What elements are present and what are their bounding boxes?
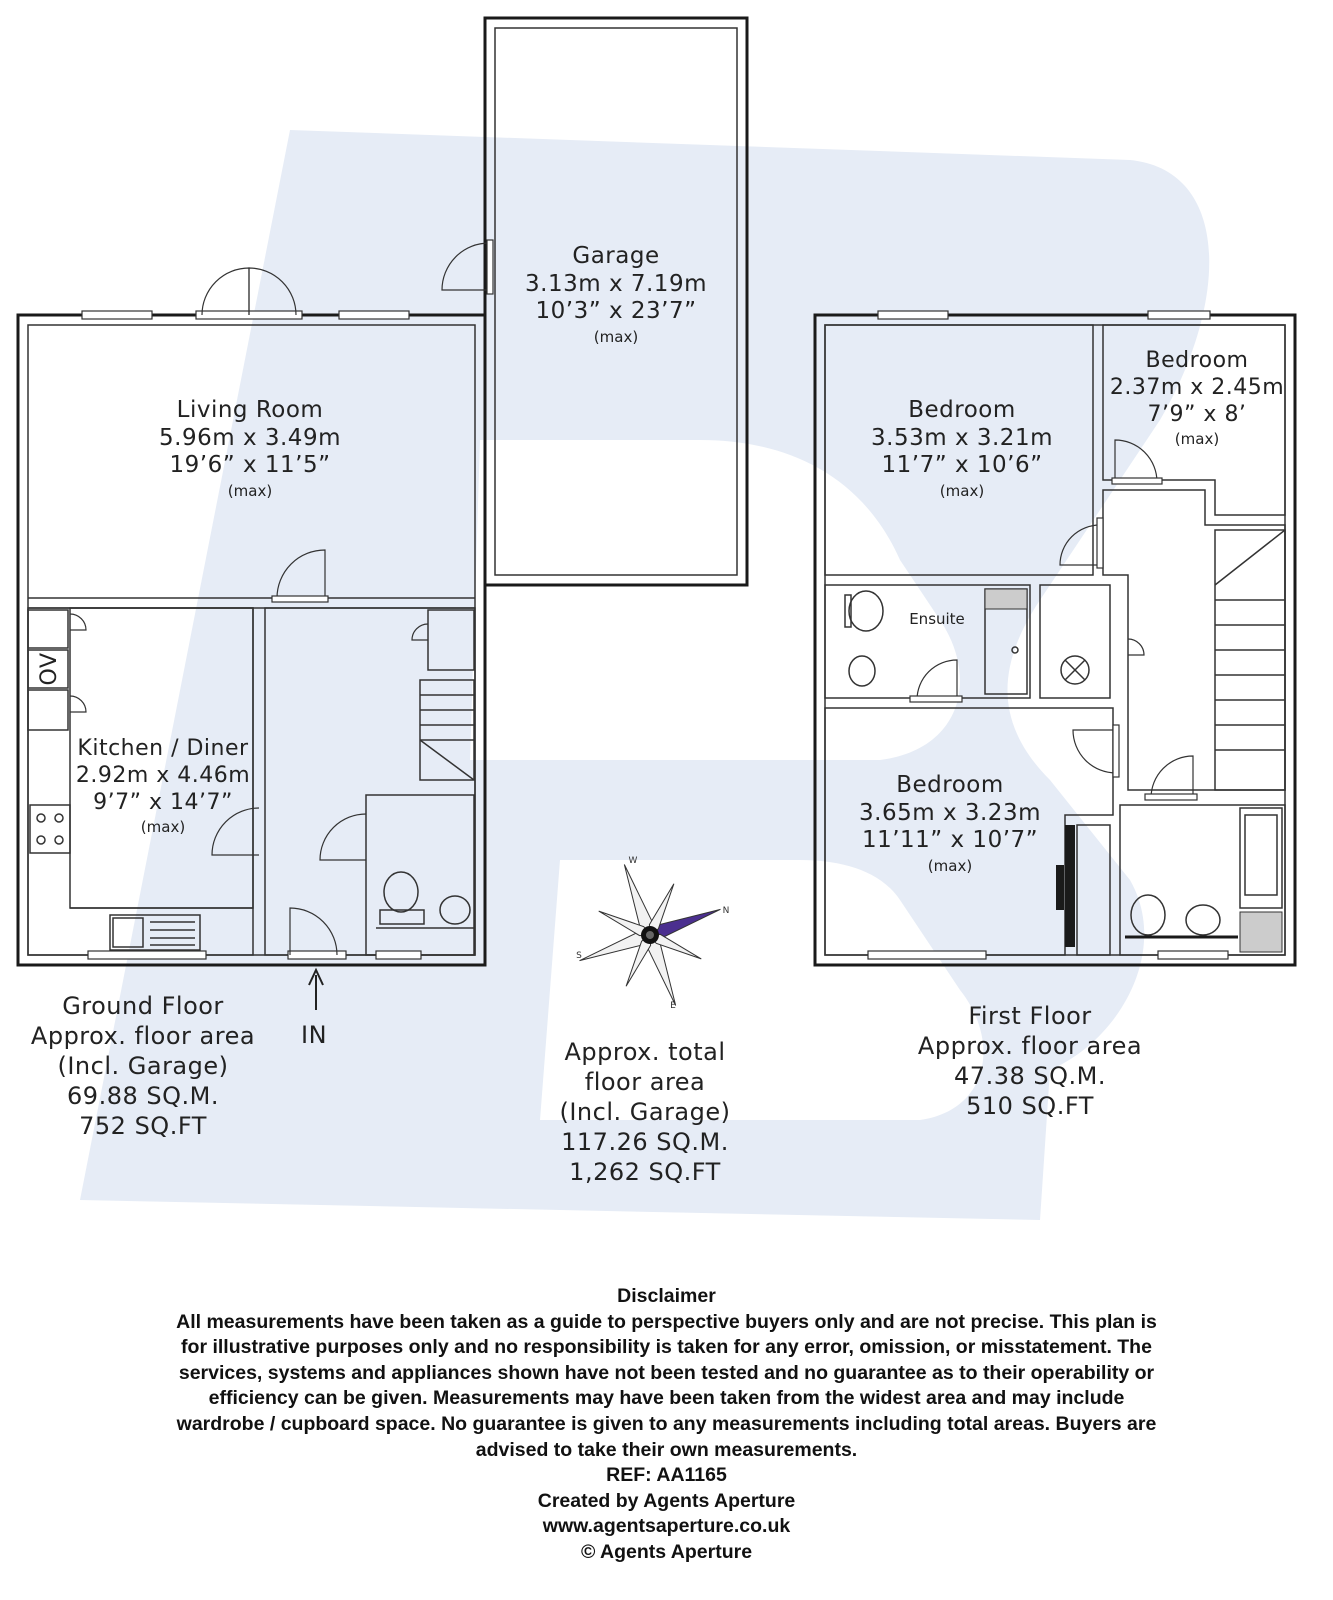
bedroom2-imperial: 7’9” x 8’ <box>1147 402 1247 427</box>
garage-imperial: 10’3” x 23’7” <box>535 298 697 324</box>
created-by: Created by Agents Aperture <box>537 1489 796 1512</box>
hob <box>30 805 70 853</box>
bedroom1-window <box>878 311 948 319</box>
disclaimer-line: services, systems and appliances shown have not been tested and no guarantee as to their operability or <box>178 1361 1155 1384</box>
bedroom1-name: Bedroom <box>908 397 1016 423</box>
first-floor-line1: Approx. floor area <box>917 1032 1143 1060</box>
first-stairs <box>1215 530 1285 790</box>
living-name: Living Room <box>176 397 324 423</box>
reference: REF: AA1165 <box>606 1464 727 1487</box>
garage-note: (max) <box>593 328 639 346</box>
bedroom3-metric: 3.65m x 3.23m <box>859 800 1041 826</box>
kitchen-metric: 2.92m x 4.46m <box>75 763 251 788</box>
total-line2: floor area <box>584 1068 706 1096</box>
bedroom1-imperial: 11’7” x 10’6” <box>881 452 1043 478</box>
bathroom-window <box>1158 951 1228 959</box>
living-window-left <box>82 311 152 319</box>
garage-metric: 3.13m x 7.19m <box>525 271 707 297</box>
bathroom-door <box>1151 756 1193 798</box>
disclaimer-line: advised to take their own measurements. <box>475 1438 858 1461</box>
kitchen-window <box>88 951 206 959</box>
bedroom1-metric: 3.53m x 3.21m <box>871 425 1053 451</box>
airing-cupboard <box>1040 585 1110 698</box>
ground-floor-line2: (Incl. Garage) <box>57 1052 229 1080</box>
first-floor-sqft: 510 SQ.FT <box>966 1092 1094 1120</box>
compass-s: S <box>576 951 582 961</box>
ground-floor-sqm: 69.88 SQ.M. <box>67 1082 219 1110</box>
total-sqft: 1,262 SQ.FT <box>569 1158 721 1186</box>
kitchen-name: Kitchen / Diner <box>77 736 249 761</box>
bedroom3-door <box>1073 730 1116 773</box>
ensuite-name: Ensuite <box>909 610 965 628</box>
wardrobe <box>1065 825 1075 947</box>
landing-wall <box>1103 490 1285 790</box>
disclaimer-line: wardrobe / cupboard space. No guarantee is given to any measurements including total areas. Buyers are <box>176 1412 1157 1435</box>
compass-n: N <box>722 906 730 916</box>
bedroom3-name: Bedroom <box>896 772 1004 798</box>
entrance-label: IN <box>300 1021 328 1049</box>
ground-floor-title: Ground Floor <box>62 992 224 1020</box>
living-note: (max) <box>227 482 273 500</box>
compass-w: W <box>628 856 638 866</box>
bedroom2-note: (max) <box>1174 430 1220 448</box>
ground-floor-line1: Approx. floor area <box>30 1022 256 1050</box>
total-line3: (Incl. Garage) <box>559 1098 731 1126</box>
living-imperial: 19’6” x 11’5” <box>169 452 331 478</box>
ground-floor-sqft: 752 SQ.FT <box>79 1112 207 1140</box>
total-line1: Approx. total <box>564 1038 726 1066</box>
bedroom3-imperial: 11’11” x 10’7” <box>861 827 1039 853</box>
oven-label: OV <box>37 652 62 686</box>
website: www.agentsaperture.co.uk <box>542 1515 791 1538</box>
bathroom <box>1120 805 1285 955</box>
bedroom2-window <box>1148 311 1210 319</box>
living-metric: 5.96m x 3.49m <box>159 425 341 451</box>
ensuite-door <box>917 660 957 700</box>
disclaimer-line: efficiency can be given. Measurements may have been taken from the widest area and may include <box>208 1387 1125 1410</box>
kitchen-note: (max) <box>140 818 186 836</box>
bedroom2-metric: 2.37m x 2.45m <box>1109 375 1285 400</box>
bedroom3-window <box>868 951 986 959</box>
wc-window <box>376 951 421 959</box>
disclaimer-line: All measurements have been taken as a guide to perspective buyers only and are not precise. This plan is <box>176 1310 1157 1333</box>
first-floor-title: First Floor <box>968 1002 1092 1030</box>
disclaimer-heading: Disclaimer <box>617 1285 716 1307</box>
copyright: © Agents Aperture <box>580 1540 753 1563</box>
bedroom3-note: (max) <box>927 857 973 875</box>
disclaimer-line: for illustrative purposes only and no responsibility is taken for any error, omission, or misstatement. The <box>181 1336 1152 1359</box>
compass-rose <box>554 839 746 1031</box>
compass-e: E <box>670 1001 676 1011</box>
first-floor-sqm: 47.38 SQ.M. <box>954 1062 1106 1090</box>
living-window-right <box>339 311 409 319</box>
bedroom1-note: (max) <box>939 482 985 500</box>
kitchen-imperial: 9’7” x 14’7” <box>93 790 233 815</box>
disclaimer <box>40 1284 1293 1566</box>
bedroom2-name: Bedroom <box>1145 348 1249 373</box>
garage-name: Garage <box>572 243 660 269</box>
total-sqm: 117.26 SQ.M. <box>561 1128 729 1156</box>
